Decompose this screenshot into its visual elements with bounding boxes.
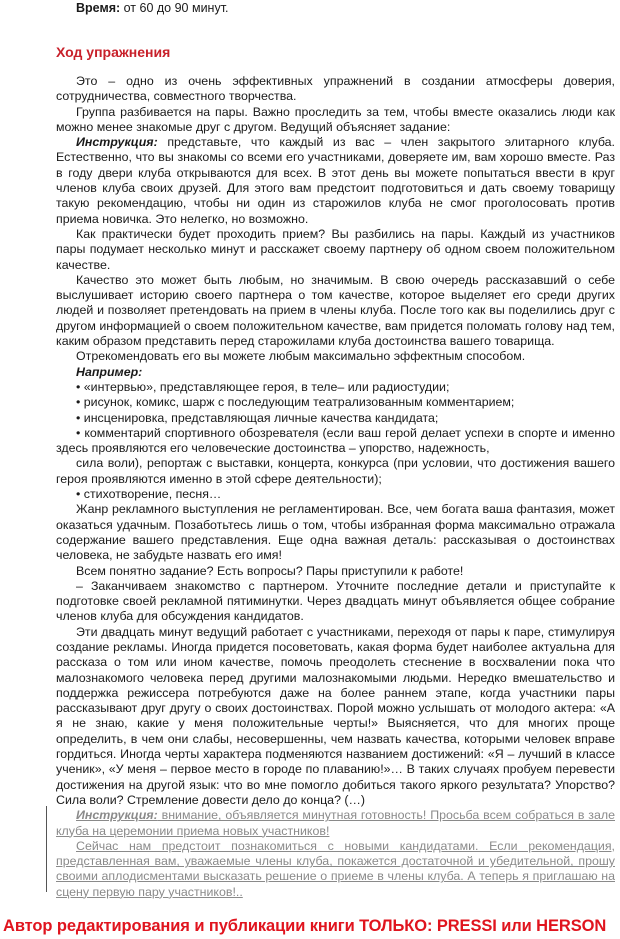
tracked-change-block [56, 808, 615, 900]
instruction-text: представьте, что каждый из вас – член закрытого элитарного клуба. Естественно, что вы знакомы со всеми его участниками, доверяете им, вам хорошо вместе. Раз в году двери клуба открываются для всех. В этот день вы можете попытаться ввести в круг членов клуба своих друзей. Для этого вам предстоит подготовиться и дать своему товарищу такую рекомендацию, чтобы ни один из старожилов клуба не смог проголосовать против приема новичка. Это нелегко, но возможно. [56, 135, 615, 226]
bullet-item: • «интервью», представляющее героя, в теле– или радиостудии; [76, 379, 450, 394]
instruction-paragraph [56, 808, 615, 839]
paragraph: Эти двадцать минут ведущий работает с участниками, переходя от пары к паре, стимулируя создание рекламы. Иногда придется посоветовать, какая форма будет наиболее актуальна для рассказа о том или ином качестве, помочь преодолеть стеснение в восхвалении пока что малознакомого человека перед другими малознакомыми людьми. Нередко вмешательство и поддержка режиссера потребуются даже на более раннем этапе, когда участники пары рассказывают друг другу о своих достоинствах. Порой можно услышать от молодого актера: «А я не знаю, какие у меня положительные черты!» Выясняется, что для многих проще определить, в чем они слабы, несовершенны, чем назвать качества, которыми человек вправе гордиться. Иногда черты характера подменяются названием достижений: «Я – лучший в классе ученик», «У меня – первое место в городе по плаванию!»… В таких случаях пробуем перевести достижения на другой язык: что во мне помогло добиться такого яркого результата? Упорство? Сила воли? Стремление довести дело до конца? (…) [56, 624, 615, 807]
bullet-item: сила воли), репортаж с выставки, концерта, конкурса (при условии, что достижения вашего героя проявляются именно в этой сфере деятельности); [56, 456, 615, 486]
time-label: Время: [76, 1, 121, 15]
bullet-item: • стихотворение, песня… [76, 487, 222, 502]
paragraph: Всем понятно задание? Есть вопросы? Пары приступили к работе! [76, 563, 464, 578]
paragraph: Сейчас нам предстоит познакомиться с новыми кандидатами. Если рекомендация, представленная вам, уважаемые члены клуба, покажется достаточной и убедительной, прошу своими аплодисментами высказать решение о приеме в члены клуба. А теперь я приглашаю на сцену первую пару участников!.. [56, 838, 615, 899]
time-value: от 60 до 90 минут. [120, 1, 229, 15]
paragraph: – Заканчиваем знакомство с партнером. Уточните последние детали и приступайте к подготовке своей рекламной пятиминутки. Через двадцать минут объявляется общее собрание членов клуба для обсуждения кандидатов. [56, 578, 615, 624]
section-heading: Ход упражнения [56, 44, 171, 60]
paragraph: Жанр рекламного выступления не регламентирован. Все, чем богата ваша фантазия, может оказаться удачным. Позаботьтесь лишь о том, чтобы избранная форма максимально отражала содержание вашего представления. Еще одна важная деталь: рассказывая о достоинствах человека, не забудьте назвать его имя! [56, 502, 615, 563]
paragraph: Качество это может быть любым, но значимым. В свою очередь рассказавший о себе выслушивает историю своего партнера о том качестве, которое выделяет его среди других людей и позволяет претендовать на прием в члены клуба. После того как вы поделились друг с другом информацией о своем положительном качестве, вам придется поломать голову над тем, каким образом представить перед старожилами клуба достоинства вашего товарища. [56, 272, 615, 349]
paragraph: Группа разбивается на пары. Важно проследить за тем, чтобы вместе оказались люди как можно менее знакомые друг с другом. Ведущий объясняет задание: [56, 104, 615, 134]
example-label: Например: [76, 364, 143, 379]
footer-notice: Автор редактирования и публикации книги ТОЛЬКО: PRESSI или HERSON [3, 917, 607, 935]
bullet-item: • инсценировка, представляющая личные качества кандидата; [76, 410, 439, 425]
instruction-paragraph [56, 135, 615, 227]
change-bar [46, 806, 47, 892]
bullet-item: • комментарий спортивного обозревателя (если ваш герой делает успехи в спорте и именно здесь проявляются его человеческие достоинства – упорство, надежность, [56, 425, 615, 456]
instruction-text: внимание, объявляется минутная готовность! Просьба всем собраться в зале клуба на церемонии приема новых участников! [56, 808, 615, 838]
instruction-label: Инструкция: [76, 135, 158, 150]
bullet-item: • рисунок, комикс, шарж с последующим театрализованным комментарием; [76, 395, 515, 410]
instruction-label: Инструкция: [76, 808, 158, 823]
paragraph: Это – одно из очень эффективных упражнений в создании атмосферы доверия, сотрудничества, совместного творчества. [56, 74, 615, 104]
document-body [56, 74, 615, 900]
paragraph: Как практически будет проходить прием? Вы разбились на пары. Каждый из участников пары подумает несколько минут и расскажет своему партнеру об одном своем положительном качестве. [56, 226, 615, 272]
time-line [76, 1, 229, 15]
paragraph: Отрекомендовать его вы можете любым максимально эффектным способом. [76, 349, 526, 364]
